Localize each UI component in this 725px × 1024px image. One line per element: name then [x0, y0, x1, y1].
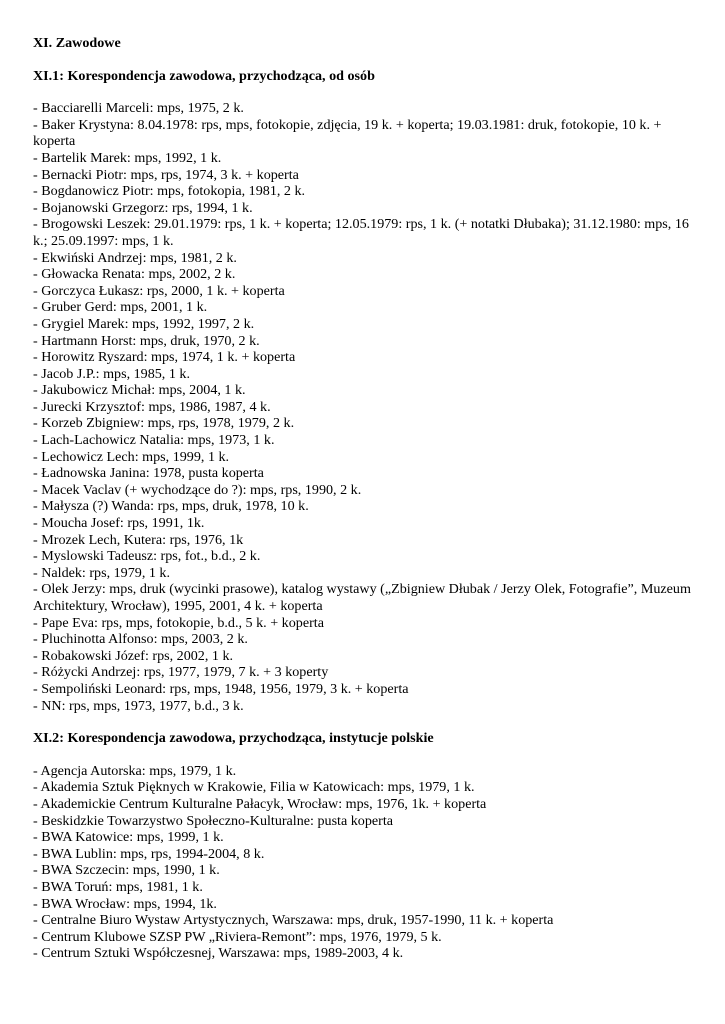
list-item: - Naldek: rps, 1979, 1 k.	[33, 564, 171, 581]
entry-list-xi2	[33, 763, 695, 962]
list-item: - Gruber Gerd: mps, 2001, 1 k.	[33, 299, 208, 316]
section-title-xi2: XI.2: Korespondencja zawodowa, przychodząca, instytucje polskie	[33, 730, 434, 747]
list-item: - Jakubowicz Michał: mps, 2004, 1 k.	[33, 382, 246, 399]
entry-list-xi1	[33, 100, 695, 714]
list-item: - Ekwiński Andrzej: mps, 1981, 2 k.	[33, 249, 237, 266]
list-item: - Bernacki Piotr: mps, rps, 1974, 3 k. + koperta	[33, 166, 299, 183]
list-item: - Akademickie Centrum Kulturalne Pałacyk, Wrocław: mps, 1976, 1k. + koperta	[33, 795, 487, 812]
list-item: - Bogdanowicz Piotr: mps, fotokopia, 1981, 2 k.	[33, 183, 306, 200]
list-item: - Beskidzkie Towarzystwo Społeczno-Kulturalne: pusta koperta	[33, 812, 394, 829]
list-item: - Myslowski Tadeusz: rps, fot., b.d., 2 k.	[33, 548, 261, 565]
list-item: - Pape Eva: rps, mps, fotokopie, b.d., 5 k. + koperta	[33, 614, 324, 631]
list-item: - Mrozek Lech, Kutera: rps, 1976, 1k	[33, 531, 244, 548]
list-item: - Jacob J.P.: mps, 1985, 1 k.	[33, 365, 190, 382]
list-item: - Baker Krystyna: 8.04.1978: rps, mps, fotokopie, zdjęcia, 19 k. + koperta; 19.03.1981: druk, fotokopie, 10 k. + koperta	[33, 116, 662, 150]
list-item: - Agencja Autorska: mps, 1979, 1 k.	[33, 762, 237, 779]
list-item: - Horowitz Ryszard: mps, 1974, 1 k. + koperta	[33, 349, 296, 366]
list-item: - Małysza (?) Wanda: rps, mps, druk, 1978, 10 k.	[33, 498, 309, 515]
list-item: - Macek Vaclav (+ wychodzące do ?): mps, rps, 1990, 2 k.	[33, 481, 362, 498]
list-item: - Bartelik Marek: mps, 1992, 1 k.	[33, 149, 222, 166]
list-item: - Brogowski Leszek: 29.01.1979: rps, 1 k. + koperta; 12.05.1979: rps, 1 k. (+ notatki Dłubaka); 31.12.1980: mps, 16 k.; 25.09.1997: mps, 1 k.	[33, 216, 689, 249]
list-item: - Jurecki Krzysztof: mps, 1986, 1987, 4 k.	[33, 398, 271, 415]
list-item: - Pluchinotta Alfonso: mps, 2003, 2 k.	[33, 631, 248, 648]
list-item: - Grygiel Marek: mps, 1992, 1997, 2 k.	[33, 315, 255, 332]
list-item: - Olek Jerzy: mps, druk (wycinki prasowe), katalog wystawy („Zbigniew Dłubak / Jerzy Olek, Fotografie”, Muzeum Architektury, Wrocław), 1995, 2001, 4 k. + koperta	[33, 581, 691, 614]
list-item: - NN: rps, mps, 1973, 1977, b.d., 3 k.	[33, 697, 244, 714]
list-item: - Korzeb Zbigniew: mps, rps, 1978, 1979, 2 k.	[33, 415, 295, 432]
list-item: - Lach-Lachowicz Natalia: mps, 1973, 1 k.	[33, 432, 275, 449]
list-item: - Moucha Josef: rps, 1991, 1k.	[33, 515, 205, 532]
list-item: - Lechowicz Lech: mps, 1999, 1 k.	[33, 448, 230, 465]
list-item: - Akademia Sztuk Pięknych w Krakowie, Filia w Katowicach: mps, 1979, 1 k.	[33, 779, 475, 796]
list-item: - Sempoliński Leonard: rps, mps, 1948, 1956, 1979, 3 k. + koperta	[33, 680, 409, 697]
section-title-xi1: XI.1: Korespondencja zawodowa, przychodząca, od osób	[33, 67, 375, 84]
list-item: - BWA Katowice: mps, 1999, 1 k.	[33, 829, 224, 846]
list-item: - Gorczyca Łukasz: rps, 2000, 1 k. + koperta	[33, 282, 285, 299]
list-item: - Centrum Sztuki Współczesnej, Warszawa: mps, 1989-2003, 4 k.	[33, 945, 404, 962]
list-item: - Różycki Andrzej: rps, 1977, 1979, 7 k. + 3 koperty	[33, 664, 329, 681]
list-item: - Centrum Klubowe SZSP PW „Riviera-Remont”: mps, 1976, 1979, 5 k.	[33, 928, 442, 945]
list-item: - Robakowski Józef: rps, 2002, 1 k.	[33, 647, 234, 664]
chapter-title: XI. Zawodowe	[33, 35, 121, 51]
list-item: - Głowacka Renata: mps, 2002, 2 k.	[33, 266, 236, 283]
list-item: - Bojanowski Grzegorz: rps, 1994, 1 k.	[33, 199, 253, 216]
list-item: - BWA Toruń: mps, 1981, 1 k.	[33, 878, 203, 895]
list-item: - BWA Lublin: mps, rps, 1994-2004, 8 k.	[33, 845, 265, 862]
list-item: - Ładnowska Janina: 1978, pusta koperta	[33, 465, 264, 482]
list-item: - BWA Wrocław: mps, 1994, 1k.	[33, 895, 217, 912]
list-item: - Centralne Biuro Wystaw Artystycznych, Warszawa: mps, druk, 1957-1990, 11 k. + koperta	[33, 912, 554, 929]
list-item: - BWA Szczecin: mps, 1990, 1 k.	[33, 862, 220, 879]
list-item: - Bacciarelli Marceli: mps, 1975, 2 k.	[33, 100, 244, 117]
list-item: - Hartmann Horst: mps, druk, 1970, 2 k.	[33, 332, 260, 349]
